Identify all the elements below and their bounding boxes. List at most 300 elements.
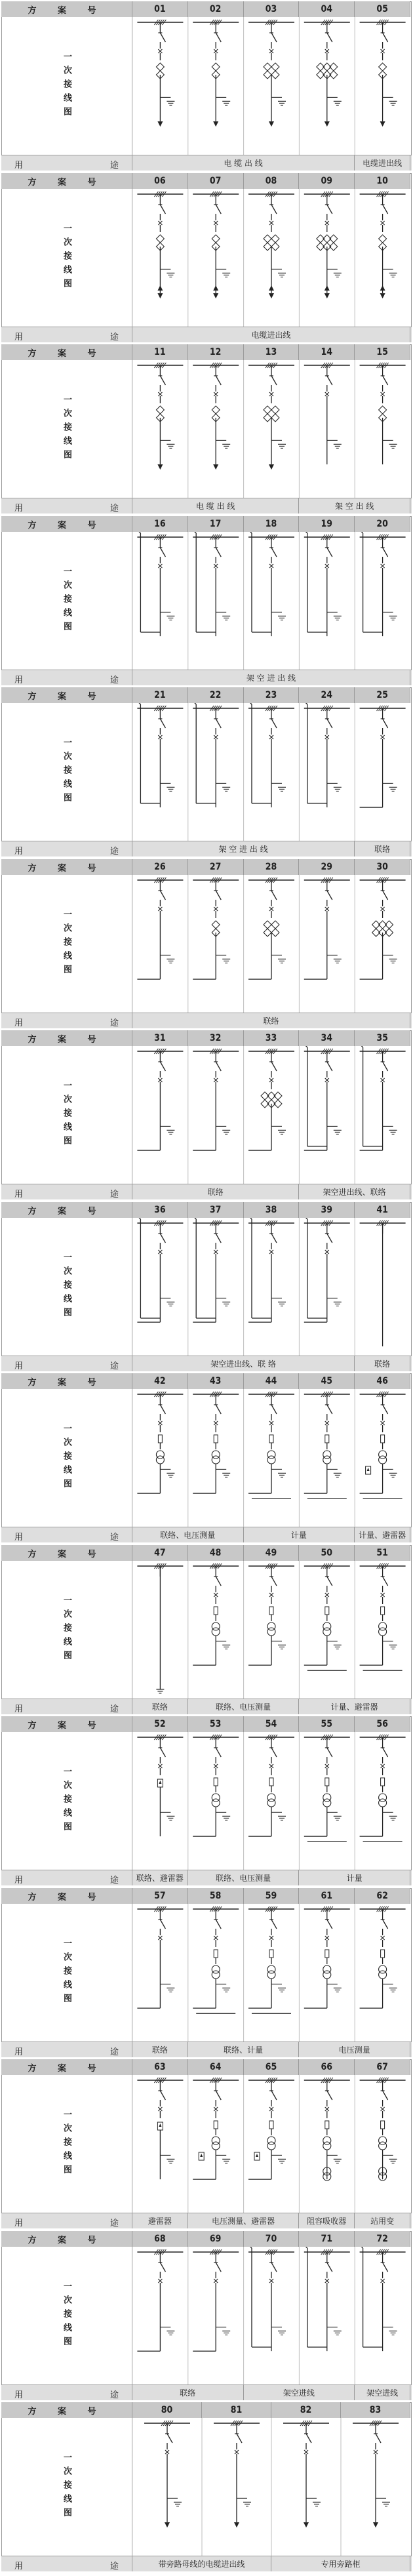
single-line-diagram [193,877,239,979]
wiring-diagrams [132,1218,410,1356]
wiring-diagram-label [1,532,132,670]
scheme-number: 36 [132,1202,188,1218]
single-line-diagram [304,1218,350,1322]
single-line-diagram [137,2078,183,2179]
single-line-diagram [360,2078,406,2181]
scheme-number: 05 [355,1,410,17]
use-label-left: 用 [14,1876,24,1885]
use-row [1,841,412,856]
scheme-table [1,1030,412,1199]
use-cell: 计量、避雷器 [355,1527,410,1542]
use-cell: 架空进出线、联 络 [132,1356,355,1371]
single-line-diagram [248,20,294,127]
single-line-diagram [248,1392,294,1499]
single-line-diagram [144,2421,190,2527]
use-label-right: 途 [109,1018,119,1028]
scheme-number-row [1,1030,412,1046]
use-row [1,498,412,513]
single-line-diagram [304,2078,350,2181]
use-row [1,2042,412,2057]
single-line-diagram [248,1563,294,1665]
wiring-diagrams [132,532,410,670]
use-row [1,1699,412,1714]
use-label [1,2385,132,2400]
single-line-diagram [304,532,350,636]
single-line-diagram [193,532,239,636]
single-line-diagram [193,363,239,470]
single-line-diagram [304,1392,350,1499]
scheme-number: 65 [244,2059,300,2075]
single-line-diagram [248,191,294,298]
scheme-number: 26 [132,859,188,875]
scheme-number: 44 [244,1373,300,1389]
single-line-diagram [137,877,183,979]
use-label-right: 途 [109,2390,119,2400]
single-line-diagram [360,2247,406,2351]
wiring-diagram-text: 一次接线图 [62,2281,71,2350]
single-line-diagram [137,1735,183,1836]
wiring-diagram-label [1,703,132,841]
scheme-number: 10 [355,173,410,189]
wiring-diagram-text: 一次接线图 [62,2109,71,2179]
scheme-number: 01 [132,1,188,17]
wiring-diagram-label [1,360,132,498]
wiring-diagram-label [1,2418,132,2556]
single-line-diagram [304,703,350,807]
use-label-left: 用 [14,1018,24,1028]
single-line-diagram [360,1220,406,1346]
scheme-number: 23 [244,687,300,703]
scheme-number: 06 [132,173,188,189]
use-cell: 避雷器 [132,2213,188,2228]
scheme-number: 57 [132,1888,188,1904]
scheme-number-row [1,687,412,703]
wiring-diagram-text: 一次接线图 [62,566,71,635]
use-label-right: 途 [109,675,119,685]
single-line-diagram [353,2421,399,2527]
use-row [1,155,412,171]
single-line-diagram [360,1735,406,1841]
scheme-number: 46 [355,1373,410,1389]
scheme-number: 02 [188,1,244,17]
wiring-diagram-label [1,1904,132,2042]
scheme-number: 09 [299,173,355,189]
scheme-table [1,1545,412,1714]
single-line-diagram [248,1735,294,1836]
single-line-diagram [360,1392,406,1499]
wiring-diagram-text: 一次接线图 [62,1595,71,1664]
wiring-diagrams [132,189,410,327]
single-line-diagram [360,532,406,636]
wiring-diagram-label [1,2247,132,2385]
use-label [1,1527,132,1542]
use-label-left: 用 [14,675,24,685]
scheme-number: 50 [299,1545,355,1561]
use-label [1,327,132,342]
scheme-number: 28 [244,859,300,875]
scheme-number: 25 [355,687,410,703]
single-line-diagram [304,1906,350,2008]
wiring-diagrams [132,875,410,1013]
single-line-diagram [193,20,239,127]
scheme-table [1,859,412,1028]
scheme-number: 54 [244,1716,300,1732]
use-label-right: 途 [109,1361,119,1371]
scheme-number: 39 [299,1202,355,1218]
single-line-diagram [304,363,350,464]
scheme-number: 67 [355,2059,410,2075]
single-line-diagram [360,20,406,127]
scheme-number: 43 [188,1373,244,1389]
single-line-diagram [360,706,406,807]
scheme-number: 70 [244,2231,300,2247]
scheme-number-label: 方 案 号 [1,1202,132,1218]
scheme-number-label: 方 案 号 [1,1545,132,1561]
scheme-table [1,687,412,856]
use-label-left: 用 [14,2219,24,2228]
use-cell: 电 缆 出 线 [132,498,299,513]
single-line-diagram [360,877,406,979]
scheme-number-row [1,344,412,360]
use-label-right: 途 [109,2047,119,2057]
scheme-number: 08 [244,173,300,189]
scheme-number-label: 方 案 号 [1,344,132,360]
scheme-number: 59 [244,1888,300,1904]
scheme-number-row [1,859,412,875]
use-label-right: 途 [109,332,119,342]
scheme-table [1,344,412,513]
use-cell: 计量 [299,1870,410,1885]
scheme-number: 80 [132,2402,202,2418]
single-line-diagram [248,877,294,979]
scheme-table [1,1202,412,1371]
use-cell: 电缆进出线 [355,155,410,171]
scheme-number-row [1,1202,412,1218]
single-line-diagram [248,703,294,807]
use-label-left: 用 [14,1361,24,1371]
use-label [1,2556,132,2571]
use-cell: 架空进出线、联络 [299,1184,410,1199]
single-line-diagram [304,2247,350,2351]
use-cell: 联络 [132,1699,188,1714]
single-line-diagram [283,2421,329,2527]
scheme-number: 49 [244,1545,300,1561]
wiring-diagram-text: 一次接线图 [62,737,71,807]
scheme-number-label: 方 案 号 [1,1,132,17]
single-line-diagram [193,1906,239,2013]
use-label [1,498,132,513]
single-line-diagram [304,1735,350,1841]
use-cell: 计量 [244,1527,355,1542]
scheme-number: 83 [341,2402,410,2418]
use-label-left: 用 [14,2562,24,2571]
scheme-number: 22 [188,687,244,703]
scheme-number-row [1,2231,412,2247]
use-cell: 电压测量、避雷器 [188,2213,300,2228]
scheme-number-label: 方 案 号 [1,1373,132,1389]
scheme-number: 04 [299,1,355,17]
use-cell: 架 空 进 出 线 [132,670,410,685]
scheme-number: 55 [299,1716,355,1732]
wiring-diagram-text: 一次接线图 [62,1423,71,1493]
use-cell: 专用旁路柜 [271,2556,410,2571]
single-line-diagram [248,363,294,470]
wiring-diagrams [132,1389,410,1527]
single-line-diagram [360,1563,406,1670]
use-row [1,1013,412,1028]
scheme-number: 45 [299,1373,355,1389]
single-line-diagram [137,1563,183,1693]
use-cell: 联络 [355,1356,410,1371]
wiring-diagram-label [1,2075,132,2213]
wiring-diagram-label [1,1218,132,1356]
use-label-right: 途 [109,847,119,856]
single-line-diagram [360,1046,406,1150]
use-cell: 联络、电压测量 [132,1527,244,1542]
wiring-diagram-text: 一次接线图 [62,1938,71,2007]
scheme-number-row [1,1716,412,1732]
scheme-number: 64 [188,2059,244,2075]
wiring-diagrams [132,703,410,841]
wiring-diagrams [132,2418,410,2556]
use-label [1,2213,132,2228]
use-cell: 联络 [132,1013,410,1028]
use-label-left: 用 [14,161,24,171]
scheme-table [1,1,412,171]
scheme-table [1,173,412,342]
scheme-number-row [1,1,412,17]
use-label-right: 途 [109,1190,119,1199]
scheme-number-label: 方 案 号 [1,2059,132,2075]
use-row [1,2556,412,2571]
single-line-diagram [137,20,183,127]
scheme-number: 51 [355,1545,410,1561]
use-cell: 联络 [132,2385,244,2400]
use-label [1,2042,132,2057]
use-label-right: 途 [109,1533,119,1542]
scheme-number: 19 [299,516,355,532]
wiring-diagrams [132,2247,410,2385]
use-row [1,1184,412,1199]
use-label [1,1870,132,1885]
scheme-number: 20 [355,516,410,532]
single-line-diagram [193,1049,239,1150]
wiring-diagrams [132,1732,410,1870]
scheme-number: 07 [188,173,244,189]
scheme-number: 17 [188,516,244,532]
scheme-number-row [1,173,412,189]
wiring-diagrams [132,1561,410,1699]
single-line-diagram [248,532,294,636]
use-cell: 带旁路母线的电缆进出线 [132,2556,271,2571]
scheme-number: 63 [132,2059,188,2075]
use-label-left: 用 [14,1533,24,1542]
single-line-diagram [193,1735,239,1836]
single-line-diagram [193,703,239,807]
use-label-left: 用 [14,332,24,342]
use-label [1,1356,132,1371]
wiring-diagram-text: 一次接线图 [62,223,71,292]
wiring-diagram-text: 一次接线图 [62,909,71,978]
scheme-number: 27 [188,859,244,875]
scheme-number: 32 [188,1030,244,1046]
scheme-number: 16 [132,516,188,532]
use-cell: 联络、电压测量 [188,1699,300,1714]
wiring-diagrams [132,1046,410,1184]
single-line-diagram [137,1049,183,1150]
single-line-diagram [137,191,183,298]
use-label-right: 途 [109,2562,119,2571]
single-line-diagram [193,2078,239,2179]
use-cell: 联络 [132,1184,299,1199]
use-row [1,1356,412,1371]
single-line-diagram [193,1563,239,1665]
scheme-number: 81 [202,2402,271,2418]
scheme-number: 35 [355,1030,410,1046]
single-line-diagram [248,1218,294,1322]
single-line-diagram [137,532,183,636]
single-line-diagram [304,1563,350,1670]
scheme-number-row [1,516,412,532]
scheme-number-row [1,2402,412,2418]
wiring-diagram-label [1,1561,132,1699]
scheme-number: 66 [299,2059,355,2075]
use-row [1,2213,412,2228]
scheme-number: 53 [188,1716,244,1732]
use-label-right: 途 [109,161,119,171]
single-line-diagram [248,2078,294,2179]
wiring-diagram-label [1,1732,132,1870]
scheme-table [1,2402,412,2571]
scheme-number-label: 方 案 号 [1,2231,132,2247]
wiring-diagrams [132,1904,410,2042]
scheme-number: 62 [355,1888,410,1904]
use-label-right: 途 [109,1704,119,1714]
scheme-number: 58 [188,1888,244,1904]
single-line-diagram [360,191,406,298]
single-line-diagram [304,191,350,298]
use-row [1,670,412,685]
scheme-number: 15 [355,344,410,360]
scheme-number: 24 [299,687,355,703]
use-cell: 阻容吸收器 [299,2213,355,2228]
use-label-right: 途 [109,2219,119,2228]
scheme-number-row [1,2059,412,2075]
scheme-number-row [1,1545,412,1561]
single-line-diagram [193,1392,239,1493]
use-cell: 联络、计量 [188,2042,300,2057]
scheme-number: 47 [132,1545,188,1561]
wiring-diagram-text: 一次接线图 [62,1080,71,1150]
scheme-number: 34 [299,1030,355,1046]
scheme-number: 72 [355,2231,410,2247]
scheme-number: 71 [299,2231,355,2247]
scheme-number: 11 [132,344,188,360]
single-line-diagram [214,2421,260,2527]
wiring-diagram-label [1,875,132,1013]
scheme-number-label: 方 案 号 [1,2402,132,2418]
scheme-number-label: 方 案 号 [1,859,132,875]
use-label-right: 途 [109,504,119,513]
use-label [1,1013,132,1028]
scheme-number-label: 方 案 号 [1,173,132,189]
scheme-number: 18 [244,516,300,532]
wiring-diagrams [132,17,410,155]
single-line-diagram [193,1218,239,1322]
use-cell: 联络 [355,841,410,856]
wiring-diagrams [132,2075,410,2213]
single-line-diagram [248,1049,294,1150]
scheme-number: 31 [132,1030,188,1046]
use-cell: 联络、电压测量 [188,1870,300,1885]
scheme-number: 41 [355,1202,410,1218]
use-row [1,327,412,342]
single-line-diagram [137,1392,183,1493]
use-cell: 架空进线 [244,2385,355,2400]
use-label-left: 用 [14,847,24,856]
single-line-diagram [193,191,239,298]
use-label-left: 用 [14,2047,24,2057]
single-line-diagram [304,20,350,127]
wiring-diagram-text: 一次接线图 [62,51,71,121]
scheme-number: 21 [132,687,188,703]
scheme-number: 29 [299,859,355,875]
scheme-number: 33 [244,1030,300,1046]
single-line-diagram [193,2249,239,2351]
scheme-number: 37 [188,1202,244,1218]
single-line-diagram [137,703,183,807]
scheme-number-label: 方 案 号 [1,1888,132,1904]
wiring-diagram-label [1,189,132,327]
use-label [1,1184,132,1199]
wiring-diagram-text: 一次接线图 [62,394,71,464]
use-cell: 电压测量 [299,2042,410,2057]
scheme-number-row [1,1373,412,1389]
use-cell: 联络 [132,2042,188,2057]
scheme-number-row [1,1888,412,1904]
use-cell: 架 空 进 出 线 [132,841,355,856]
wiring-diagrams [132,360,410,498]
use-cell: 架空进线 [355,2385,410,2400]
scheme-table [1,1373,412,1542]
scheme-number: 48 [188,1545,244,1561]
scheme-number: 30 [355,859,410,875]
use-cell: 电缆进出线 [132,327,410,342]
use-label-right: 途 [109,1876,119,1885]
single-line-diagram [304,877,350,979]
wiring-diagram-label [1,1046,132,1184]
use-row [1,2385,412,2400]
use-label-left: 用 [14,2390,24,2400]
scheme-number-label: 方 案 号 [1,1030,132,1046]
scheme-table [1,516,412,685]
scheme-number: 82 [271,2402,341,2418]
single-line-diagram [248,2247,294,2351]
scheme-number: 56 [355,1716,410,1732]
use-label [1,841,132,856]
scheme-number: 12 [188,344,244,360]
use-label-left: 用 [14,1190,24,1199]
use-row [1,1870,412,1885]
wiring-diagram-text: 一次接线图 [62,2452,71,2522]
scheme-number: 38 [244,1202,300,1218]
scheme-table [1,1888,412,2057]
wiring-diagram-text: 一次接线图 [62,1766,71,1836]
use-label [1,1699,132,1714]
use-row [1,1527,412,1542]
scheme-number-label: 方 案 号 [1,516,132,532]
single-line-diagram [137,1218,183,1322]
